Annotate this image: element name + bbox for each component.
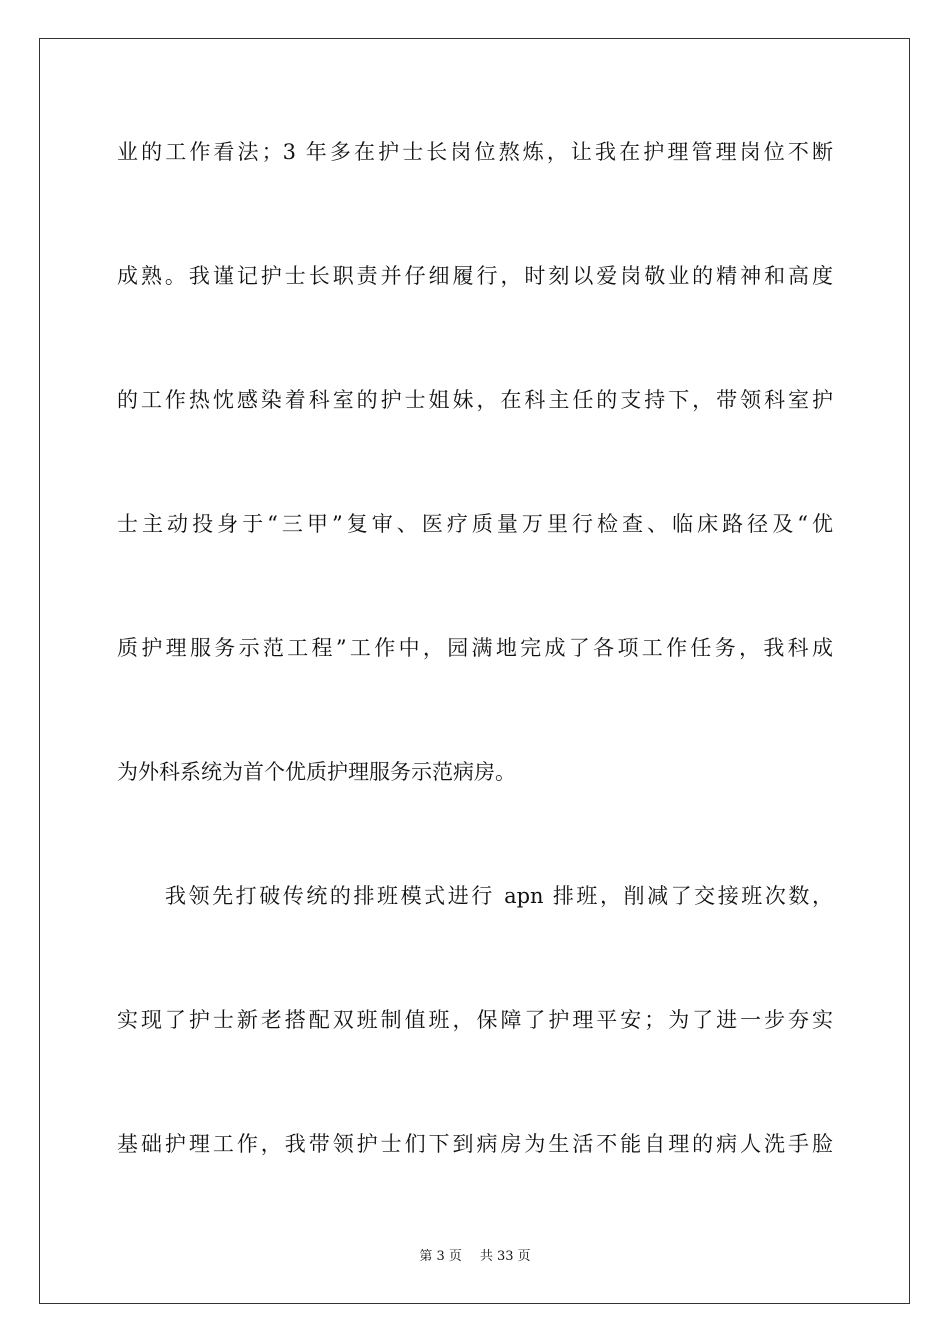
body-text-line: 成熟。我谨记护士长职责并仔细履行，时刻以爱岗敬业的精神和高度 [117,264,833,288]
body-text-line: 业的工作看法；3 年多在护士长岗位熬炼，让我在护理管理岗位不断 [117,140,833,164]
body-text-line: 为外科系统为首个优质护理服务示范病房。 [117,760,516,784]
body-text-line: 的工作热忱感染着科室的护士姐妹，在科主任的支持下，带领科室护 [117,388,833,412]
body-text-line: 实现了护士新老搭配双班制值班，保障了护理平安；为了进一步夯实 [117,1008,833,1032]
body-text-line: 士主动投身于“三甲”复审、医疗质量万里行检查、临床路径及“优 [117,512,833,536]
body-text-line: 基础护理工作，我带领护士们下到病房为生活不能自理的病人洗手脸 [117,1132,833,1156]
page-footer [0,1245,950,1264]
body-text-line: 质护理服务示范工程”工作中，园满地完成了各项工作任务，我科成 [117,636,833,660]
page-border [39,38,910,1304]
total-pages: 共 33 页 [479,1249,531,1264]
paragraph-first-line: 我领先打破传统的排班模式进行 apn 排班，削减了交接班次数， [165,884,833,908]
page-number: 第 3 页 [419,1249,462,1264]
